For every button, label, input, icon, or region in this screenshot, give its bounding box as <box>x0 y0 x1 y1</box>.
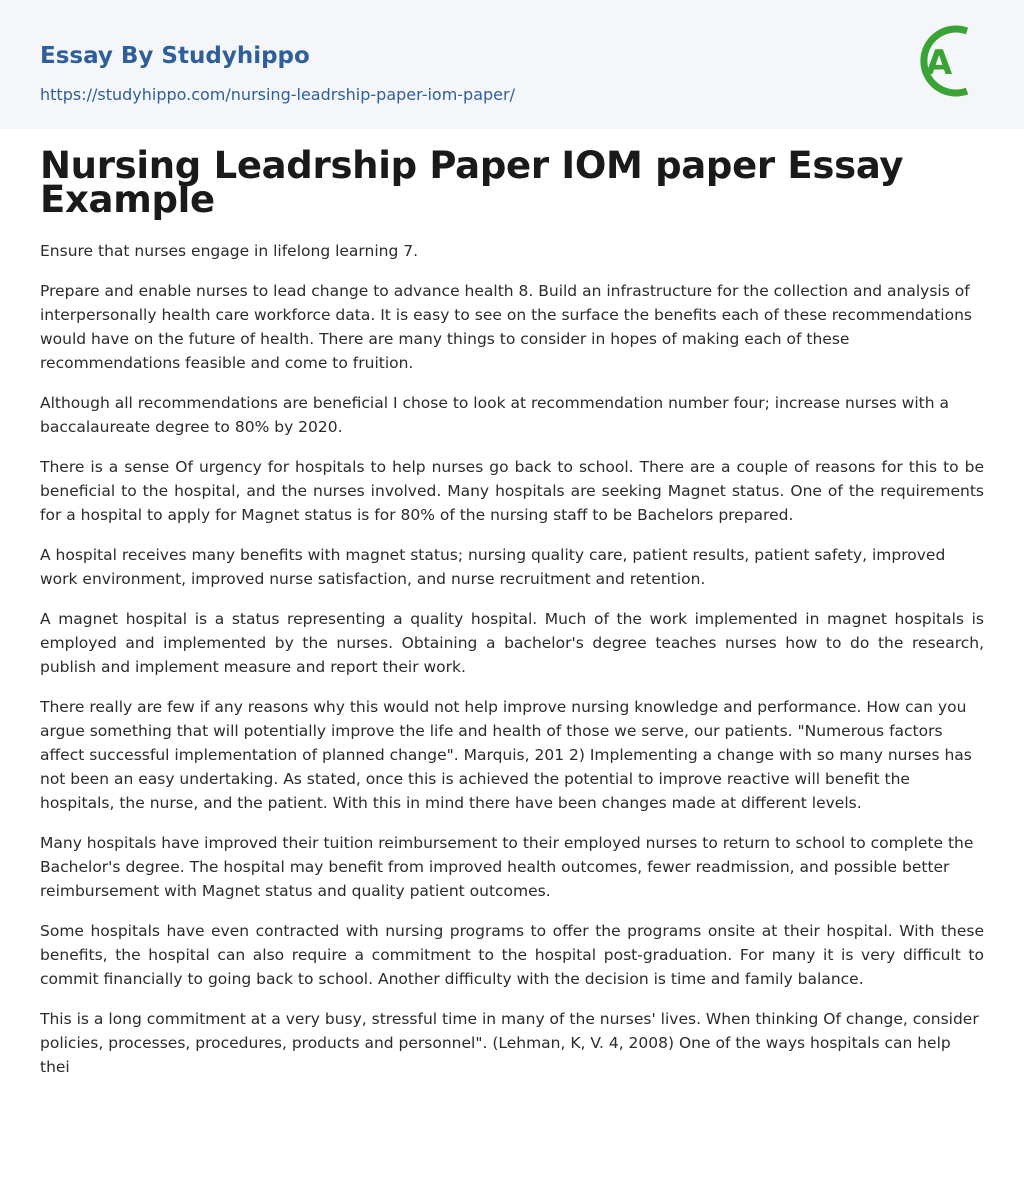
paragraph: Although all recommendations are beneficial I chose to look at recommendation number four; increase nurses with a baccalaureate degree to 80% by 2020. <box>40 394 949 436</box>
site-title[interactable]: Essay By Studyhippo <box>40 43 310 69</box>
studyhippo-logo-icon[interactable] <box>914 19 984 105</box>
paragraph: A hospital receives many benefits with magnet status; nursing quality care, patient results, patient safety, improved work environment, improved nurse satisfaction, and nurse recruitment and retention. <box>40 546 946 588</box>
page-title: Nursing Leadrship Paper IOM paper Essay Example <box>40 144 904 221</box>
paragraph: There is a sense Of urgency for hospitals to help nurses go back to school. There are a couple of reasons for this to be beneficial to the hospital, and the nurses involved. Many hospitals are seeking Magnet status. One of the requirements for a hospital to apply for Magnet status is for 80% of the nursing staff to be Bachelors prepared. <box>40 458 984 524</box>
paragraph: Ensure that nurses engage in lifelong learning 7. <box>40 242 419 260</box>
paragraph: A magnet hospital is a status representing a quality hospital. Much of the work implemented in magnet hospitals is employed and implemented by the nurses. Obtaining a bachelor's degree teaches nurses how to do the research, publish and implement measure and report their work. <box>40 610 984 676</box>
paragraph: There really are few if any reasons why this would not help improve nursing knowledge and performance. How can you argue something that will potentially improve the life and health of those we serve, our patients. "Numerous factors affect successful implementation of planned change". Marquis, 201 2) Implementing a change with so many nurses has not been an easy undertaking. As stated, once this is achieved the potential to improve reactive will benefit the hospitals, the nurse, and the patient. With this in mind there have been changes made at different levels. <box>40 698 972 812</box>
paragraph: Prepare and enable nurses to lead change to advance health 8. Build an infrastructure for the collection and analysis of interpersonally health care workforce data. It is easy to see on the surface the benefits each of these recommendations would have on the future of health. There are many things to consider in hopes of making each of these recommendations feasible and come to fruition. <box>40 282 972 372</box>
paragraph: This is a long commitment at a very busy, stressful time in many of the nurses' lives. When thinking Of change, consider policies, processes, procedures, products and personnel". (Lehman, K, V. 4, 2008) One of the ways hospitals can help thei <box>40 1010 979 1076</box>
article-content <box>0 129 1024 1079</box>
site-header <box>0 0 1024 129</box>
logo-letter: A <box>925 43 953 83</box>
page-url-link[interactable]: https://studyhippo.com/nursing-leadrship-paper-iom-paper/ <box>40 85 515 104</box>
paragraph: Some hospitals have even contracted with nursing programs to offer the programs onsite at their hospital. With these benefits, the hospital can also require a commitment to the hospital post-graduation. For many it is very difficult to commit financially to going back to school. Another difficulty with the decision is time and family balance. <box>40 922 984 988</box>
paragraph: Many hospitals have improved their tuition reimbursement to their employed nurses to return to school to complete the Bachelor's degree. The hospital may benefit from improved health outcomes, fewer readmission, and possible better reimbursement with Magnet status and quality patient outcomes. <box>40 834 974 900</box>
